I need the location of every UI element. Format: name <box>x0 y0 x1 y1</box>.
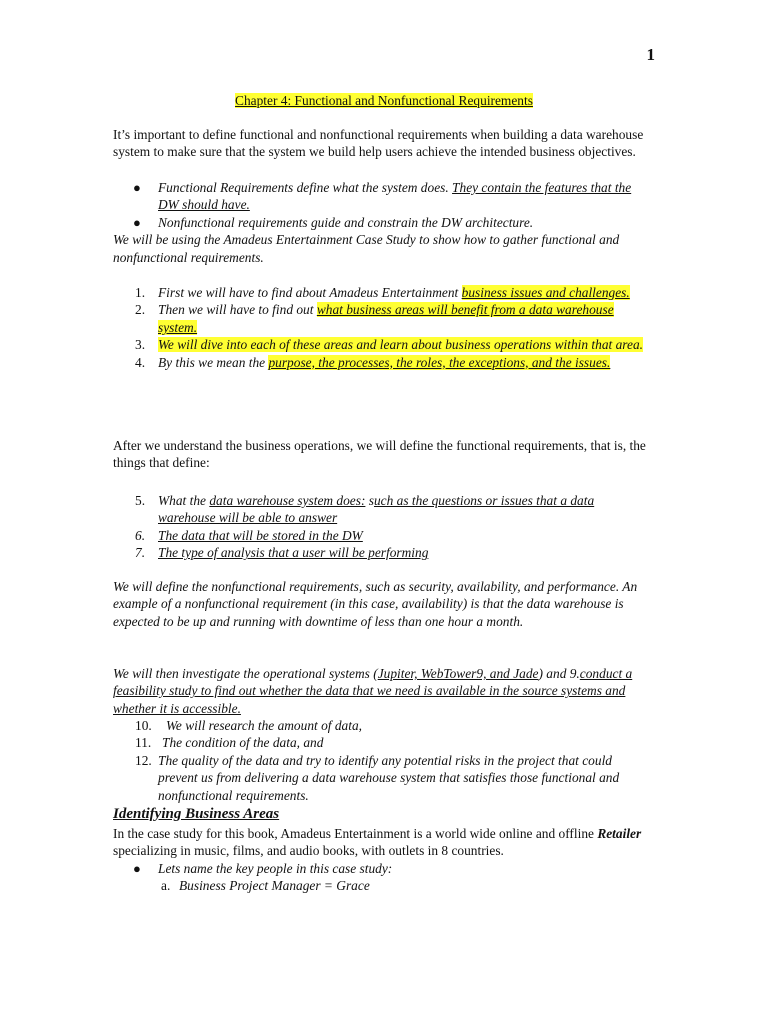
item-text: Then we will have to find out <box>158 302 317 318</box>
investigate-text: We will then investigate the operational systems ( <box>113 666 378 681</box>
bullet-text-underlined: They contain the features that the DW should have. <box>158 180 632 213</box>
item-highlight: purpose, the processes, the roles, the exceptions, and the issues. <box>268 354 611 370</box>
item-number: 4. <box>135 354 146 370</box>
item-underlined: data warehouse system does: <box>209 493 366 508</box>
nonfunctional-paragraph <box>113 578 653 630</box>
item-text: The quality of the data and try to identify any potential risks in the project that could prevent us from delivering a data warehouse system that satisfies those functional and nonfunctional requirements. <box>158 752 620 803</box>
item-number: 10. <box>135 718 152 733</box>
after-paragraph <box>113 437 653 472</box>
define-list <box>113 492 653 562</box>
item-highlight: what business areas will benefit from a data warehouse system. <box>158 302 614 335</box>
list-item <box>113 734 653 751</box>
item-text: The condition of the data, and <box>162 735 324 751</box>
item-text: First we will have to find about Amadeus Entertainment <box>158 285 462 300</box>
case-study-line: We will be using the Amadeus Entertainment Case Study to show how to gather functional and nonfunctional requirements. <box>113 232 620 265</box>
intro-text: It’s important to define functional and nonfunctional requirements when building a data warehouse system to make sure that the system we build help users achieve the intended business objectives. <box>113 127 644 160</box>
page-number: 1 <box>646 45 655 64</box>
item-underlined: The type of analysis that a user will be performing <box>158 545 429 561</box>
investigate-text: ) and 9. <box>538 666 580 681</box>
feasibility-text: conduct a feasibility study to find out whether the data that we need is available in the source systems and whether it is accessible. <box>113 666 633 716</box>
bullet-text: Nonfunctional requirements guide and constrain the DW architecture. <box>158 214 534 230</box>
item-text: We will research the amount of data, <box>166 718 363 733</box>
people-list <box>113 860 653 895</box>
requirements-bullets <box>113 179 653 266</box>
item-letter: a. <box>161 878 171 894</box>
item-number: 6. <box>135 527 146 543</box>
bullet-item <box>113 860 653 877</box>
item-number: 5. <box>135 493 146 508</box>
chapter-title <box>0 92 768 109</box>
list-item <box>113 301 653 336</box>
bullet-icon: ● <box>133 861 141 876</box>
item-highlight: We will dive into each of these areas and learn about business operations within that area. <box>158 337 644 353</box>
item-underlined: uch as the questions or issues that a data warehouse will be able to answer <box>158 493 595 526</box>
item-text: What the <box>158 493 210 508</box>
section-heading: Identifying Business Areas <box>113 806 280 822</box>
item-highlight: business issues and challenges. <box>461 285 630 300</box>
item-text: s <box>365 493 374 508</box>
bullet-text: Functional Requirements define what the system does. <box>158 180 453 195</box>
bullet-text: Lets name the key people in this case study: <box>158 861 393 876</box>
item-number: 7. <box>135 545 146 561</box>
systems-names: Jupiter, WebTower9, and Jade <box>377 666 539 681</box>
steps-list <box>113 284 653 371</box>
item-number: 1. <box>135 285 146 300</box>
item-number: 12. <box>135 752 152 768</box>
bullet-icon: ● <box>133 214 141 230</box>
intro-paragraph <box>113 126 653 161</box>
list-item <box>113 284 653 301</box>
list-item <box>113 336 653 353</box>
item-underlined: The data that will be stored in the DW <box>158 527 363 543</box>
list-item <box>113 752 653 804</box>
case-text: specializing in music, films, and audio books, with outlets in 8 countries. <box>113 843 504 859</box>
list-item <box>113 492 653 527</box>
list-item <box>113 527 653 544</box>
bullet-icon: ● <box>133 180 141 195</box>
bullet-item <box>113 179 653 214</box>
list-item <box>113 354 653 371</box>
list-item <box>113 877 653 894</box>
case-paragraph <box>113 825 653 860</box>
nonfunctional-text: We will define the nonfunctional requirements, such as security, availability, and performance. An example of a nonfunctional requirement (in this case, availability) is that the data warehouse is expected to be up and running with downtime of less than one hour a month. <box>113 579 638 629</box>
item-number: 11. <box>135 735 152 751</box>
investigate-paragraph <box>113 665 653 717</box>
research-list <box>113 717 653 804</box>
list-item <box>113 544 653 561</box>
case-text: In the case study for this book, Amadeus Entertainment is a world wide online and offline <box>113 826 598 841</box>
item-number: 2. <box>135 302 146 318</box>
bullet-item <box>113 214 653 231</box>
after-text: After we understand the business operations, we will define the functional requirements, that is, the things that define: <box>113 438 646 471</box>
item-text: Business Project Manager = Grace <box>179 878 370 894</box>
chapter-title-text: Chapter 4: Functional and Nonfunctional Requirements <box>235 93 533 108</box>
item-text: By this we mean the <box>158 354 269 370</box>
list-item <box>113 717 653 734</box>
item-number: 3. <box>135 337 146 353</box>
case-bold: Retailer <box>597 826 642 841</box>
